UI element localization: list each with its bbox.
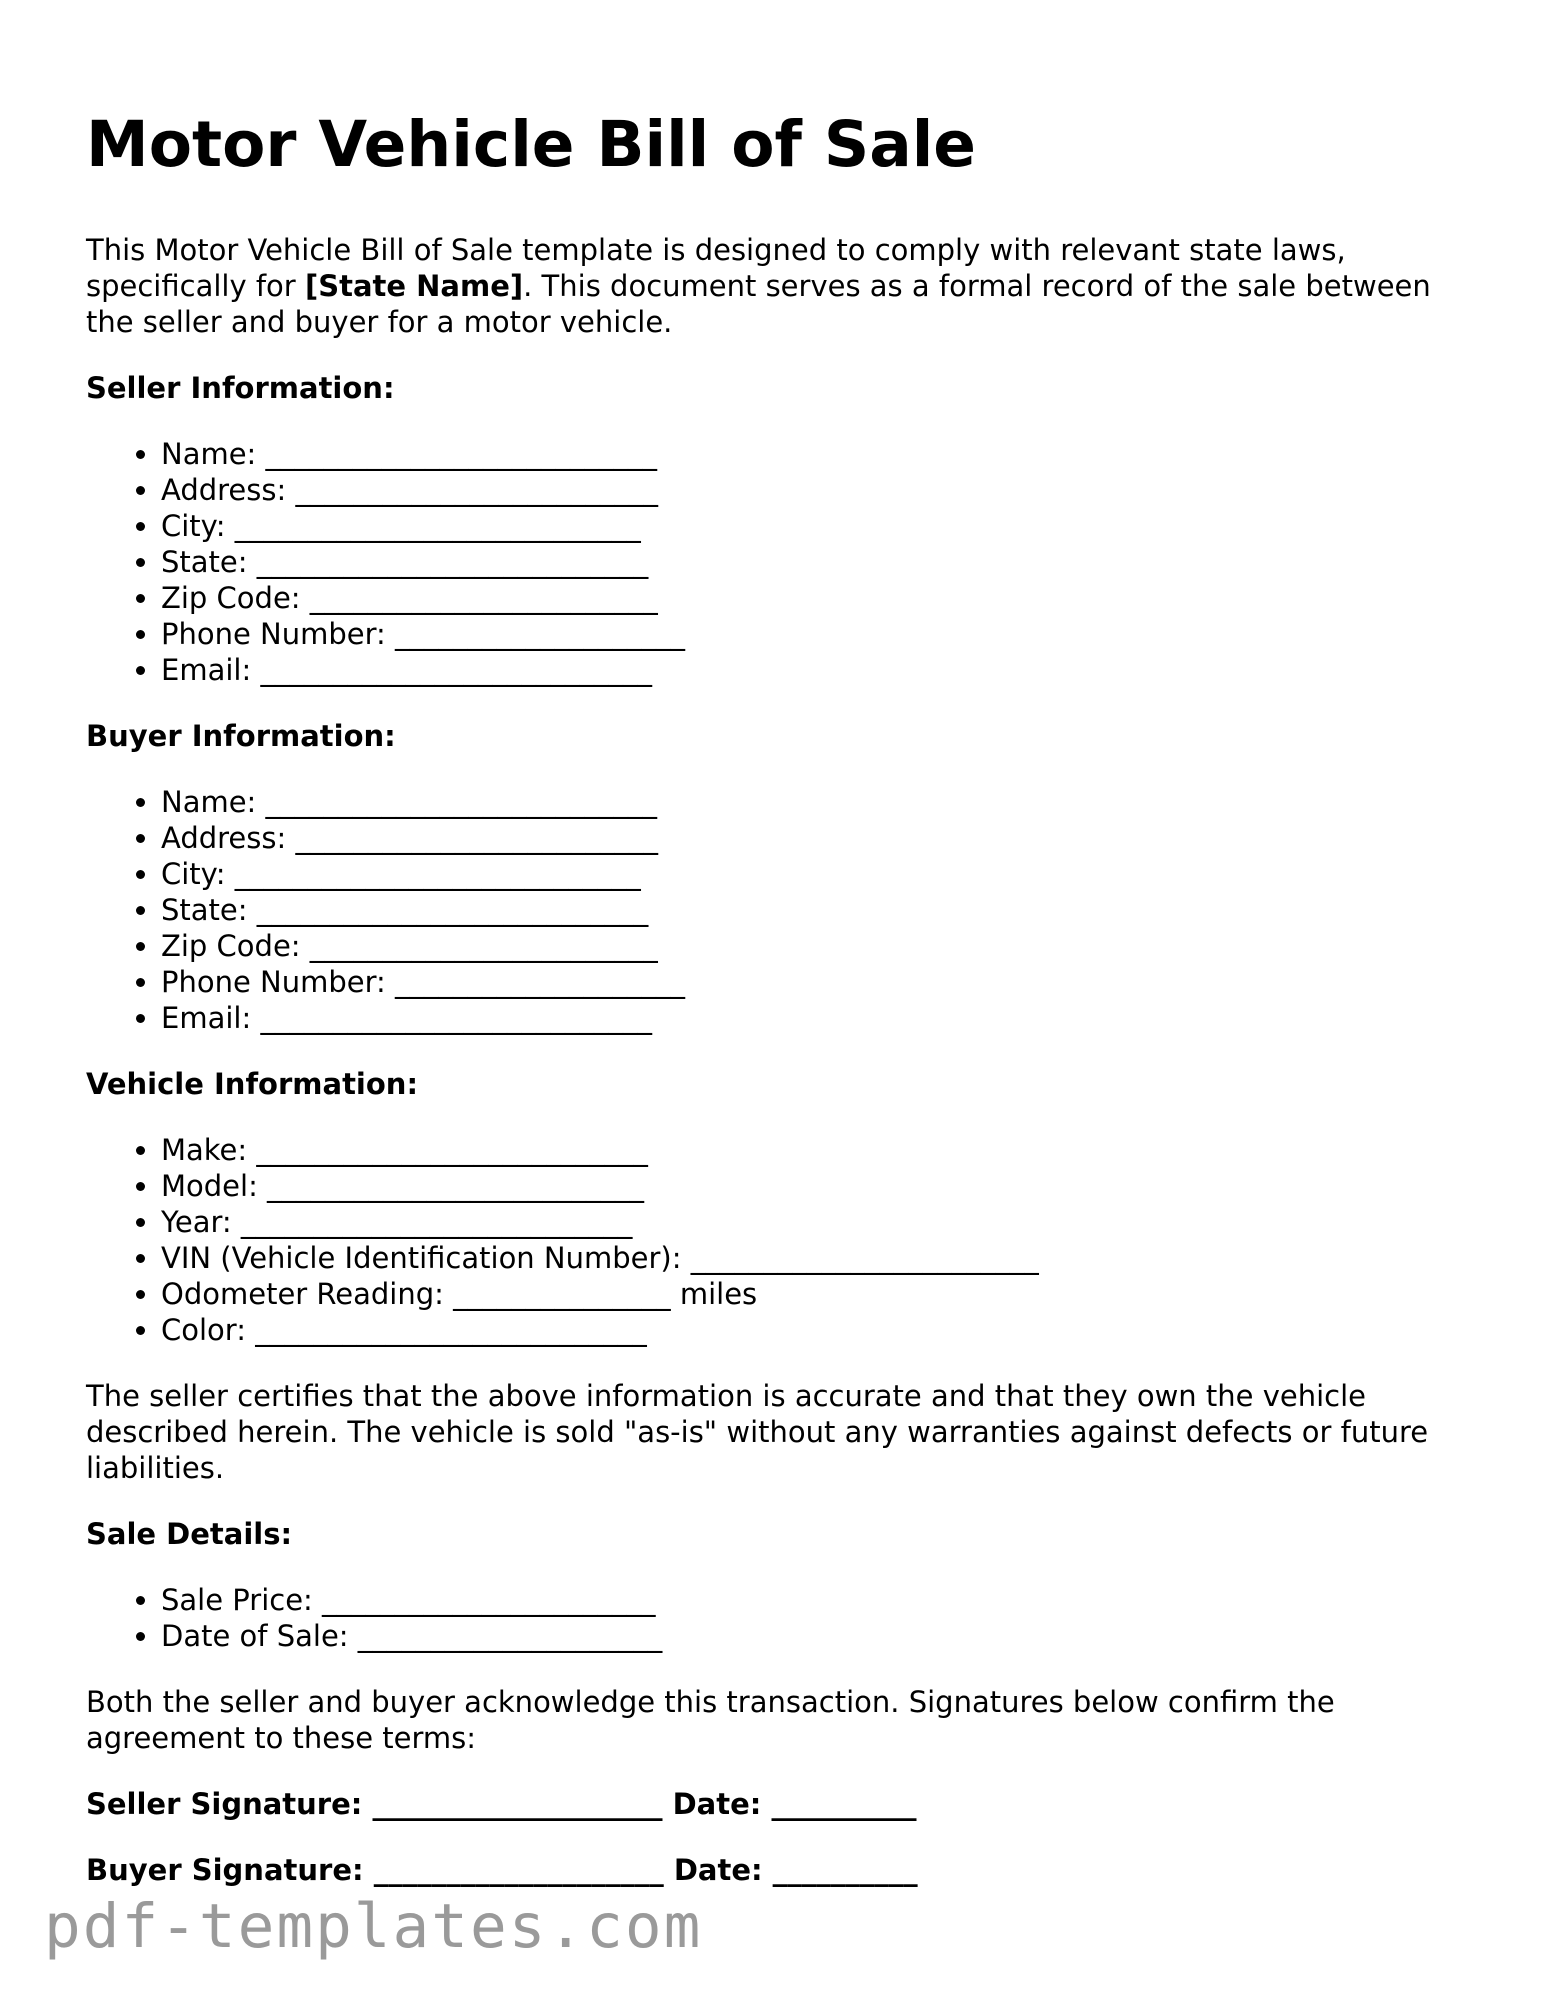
intro-text-end: . This document serves as a formal record of the sale between the seller and buyer for a motor vehicle. [86, 269, 1431, 339]
intro-paragraph [86, 232, 1466, 340]
buyer-signature-date: Date: __________ [673, 1853, 918, 1887]
vehicle-vin-field: • VIN (Vehicle Identification Number): ________________________ [161, 1240, 1466, 1276]
document [86, 102, 1466, 1918]
sale-date-field: • Date of Sale: _____________________ [161, 1618, 1466, 1654]
vehicle-color-field: • Color: ___________________________ [161, 1312, 1466, 1348]
seller-signature-line [86, 1786, 1466, 1822]
buyer-email-field: • Email: ___________________________ [161, 1000, 1466, 1036]
intro-text: This Motor Vehicle Bill of Sale template is designed to comply with relevant state laws, specifically for [86, 233, 1346, 303]
buyer-list [86, 784, 1466, 1036]
vehicle-make-field: • Make: ___________________________ [161, 1132, 1466, 1168]
buyer-name-field: • Name: ___________________________ [161, 784, 1466, 820]
vehicle-odometer-field: • Odometer Reading: _______________ miles [161, 1276, 1466, 1312]
sale-list [86, 1582, 1466, 1654]
buyer-signature-line [86, 1852, 1466, 1888]
seller-signature-date: Date: __________ [672, 1787, 917, 1821]
watermark: pdf-templates.com [44, 1891, 703, 1962]
seller-list [86, 436, 1466, 688]
vehicle-year-field: • Year: ___________________________ [161, 1204, 1466, 1240]
buyer-phone-field: • Phone Number: ____________________ [161, 964, 1466, 1000]
seller-email-field: • Email: ___________________________ [161, 652, 1466, 688]
acknowledgement-paragraph: Both the seller and buyer acknowledge this transaction. Signatures below confirm the agreement to these terms: [86, 1685, 1335, 1755]
sale-price-field: • Sale Price: _______________________ [161, 1582, 1466, 1618]
sale-heading: Sale Details: [86, 1517, 293, 1551]
buyer-heading: Buyer Information: [86, 719, 396, 753]
vehicle-model-field: • Model: __________________________ [161, 1168, 1466, 1204]
buyer-zip-field: • Zip Code: ________________________ [161, 928, 1466, 964]
certification-paragraph: The seller certifies that the above information is accurate and that they own the vehicle described herein. The vehicle is sold "as-is" without any warranties against defects or future liabilities. [86, 1379, 1429, 1485]
seller-phone-field: • Phone Number: ____________________ [161, 616, 1466, 652]
seller-heading: Seller Information: [86, 371, 395, 405]
buyer-address-field: • Address: _________________________ [161, 820, 1466, 856]
buyer-signature-field: Buyer Signature: ____________________ [86, 1853, 664, 1887]
seller-address-field: • Address: _________________________ [161, 472, 1466, 508]
seller-state-field: • State: ___________________________ [161, 544, 1466, 580]
vehicle-list [86, 1132, 1466, 1348]
seller-signature-field: Seller Signature: ____________________ [86, 1787, 663, 1821]
seller-name-field: • Name: ___________________________ [161, 436, 1466, 472]
buyer-city-field: • City: ____________________________ [161, 856, 1466, 892]
seller-zip-field: • Zip Code: ________________________ [161, 580, 1466, 616]
state-name-placeholder: [State Name] [304, 269, 524, 303]
page-title: Motor Vehicle Bill of Sale [86, 108, 977, 181]
buyer-state-field: • State: ___________________________ [161, 892, 1466, 928]
vehicle-heading: Vehicle Information: [86, 1067, 419, 1101]
seller-city-field: • City: ____________________________ [161, 508, 1466, 544]
